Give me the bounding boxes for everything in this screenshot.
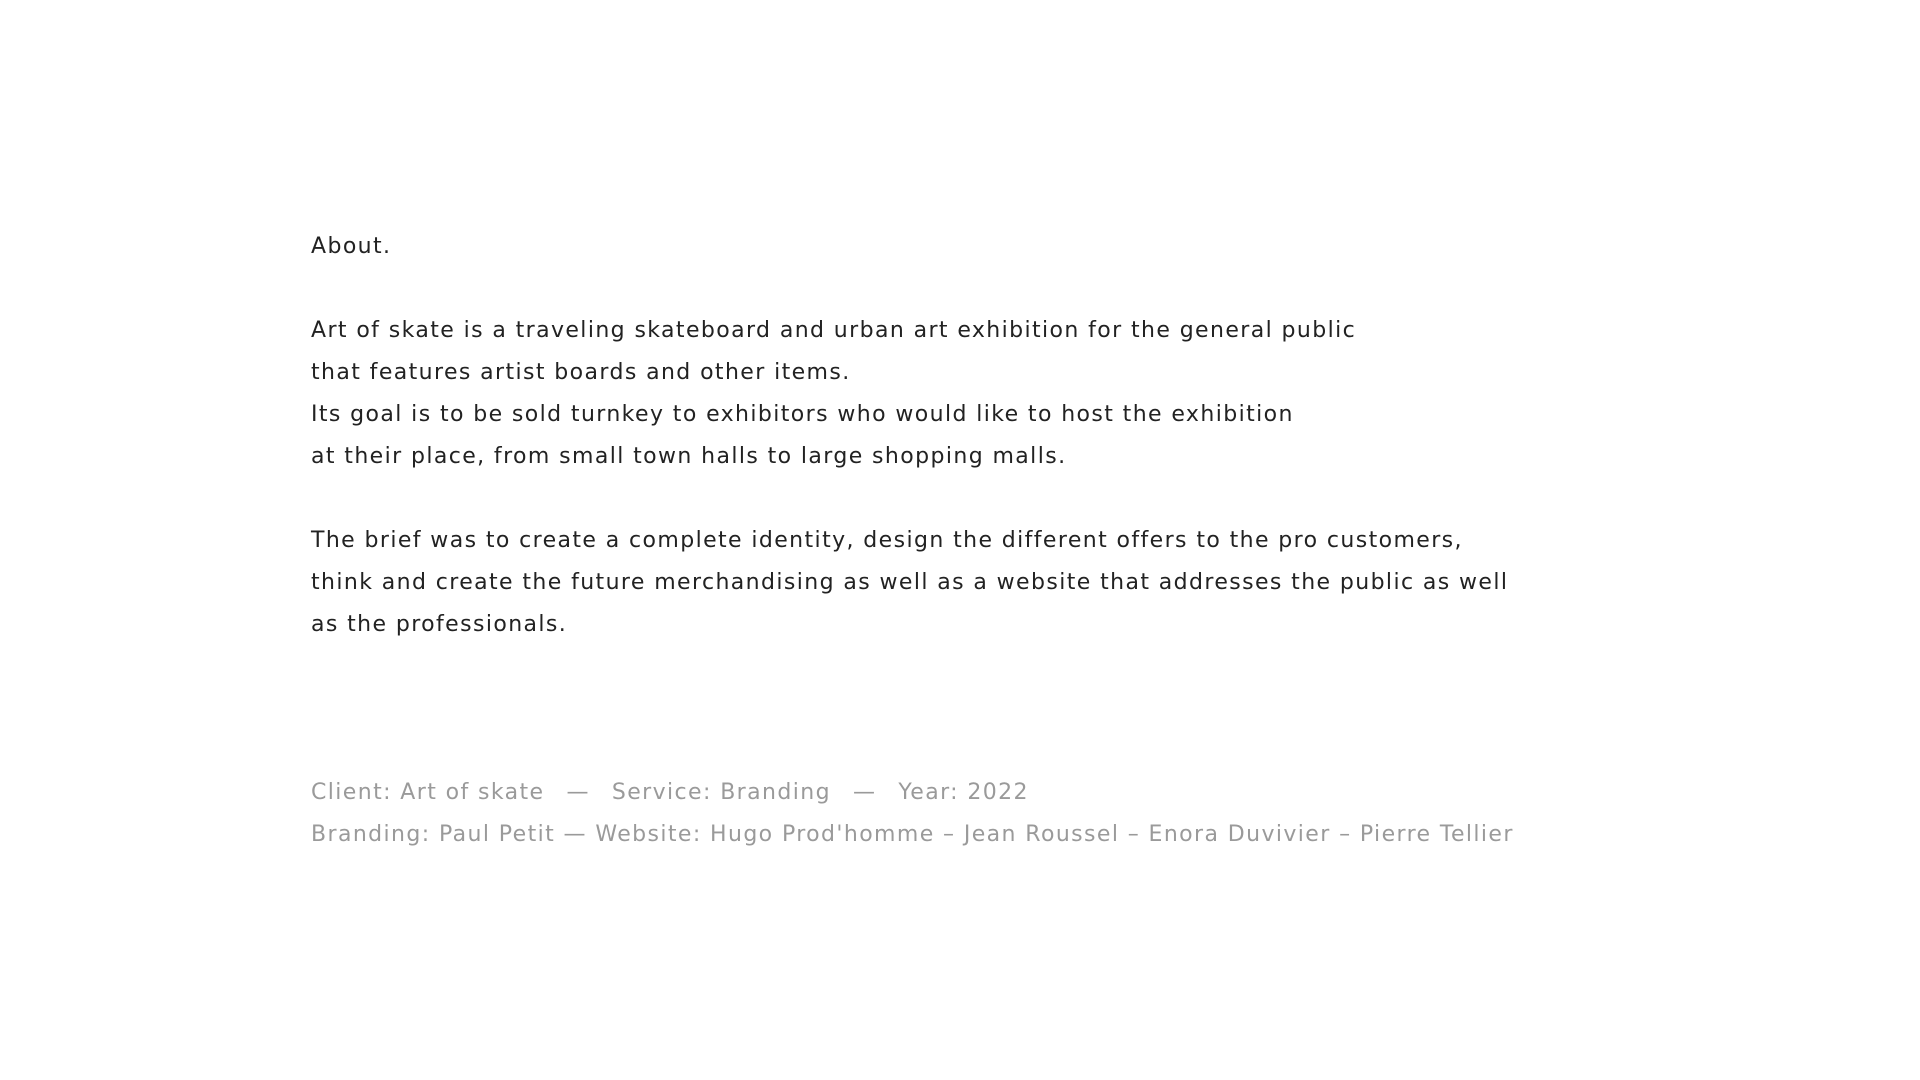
year-label: Year: 2022	[898, 780, 1029, 805]
paragraph-2-line-1: The brief was to create a complete identity, design the different offers to the pro customers,	[311, 528, 1463, 553]
project-meta	[311, 772, 1711, 814]
spacer	[311, 646, 1711, 772]
paragraph-1-line-1: Art of skate is a traveling skateboard and urban art exhibition for the general public	[311, 318, 1357, 343]
paragraph-1-line-2: that features artist boards and other items.	[311, 360, 851, 385]
paragraph-1-line-3: Its goal is to be sold turnkey to exhibitors who would like to host the exhibition	[311, 402, 1294, 427]
paragraph-2-line-3: as the professionals.	[311, 612, 568, 637]
service-label: Service: Branding	[611, 780, 831, 805]
project-credits	[311, 772, 1711, 856]
separator: —	[566, 780, 590, 805]
about-heading: About.	[311, 234, 392, 259]
about-paragraph-1	[311, 310, 1711, 478]
team-credits: Branding: Paul Petit — Website: Hugo Prod'homme – Jean Roussel – Enora Duvivier – Pierre Tellier	[311, 822, 1514, 847]
paragraph-1-line-4: at their place, from small town halls to large shopping malls.	[311, 444, 1067, 469]
about-section	[311, 226, 1711, 856]
separator: —	[852, 780, 877, 805]
paragraph-2-line-2: think and create the future merchandising as well as a website that addresses the public as well	[311, 570, 1509, 595]
spacer	[311, 478, 1711, 520]
client-label: Client: Art of skate	[311, 780, 545, 805]
about-paragraph-2	[311, 520, 1711, 646]
spacer	[311, 268, 1711, 310]
